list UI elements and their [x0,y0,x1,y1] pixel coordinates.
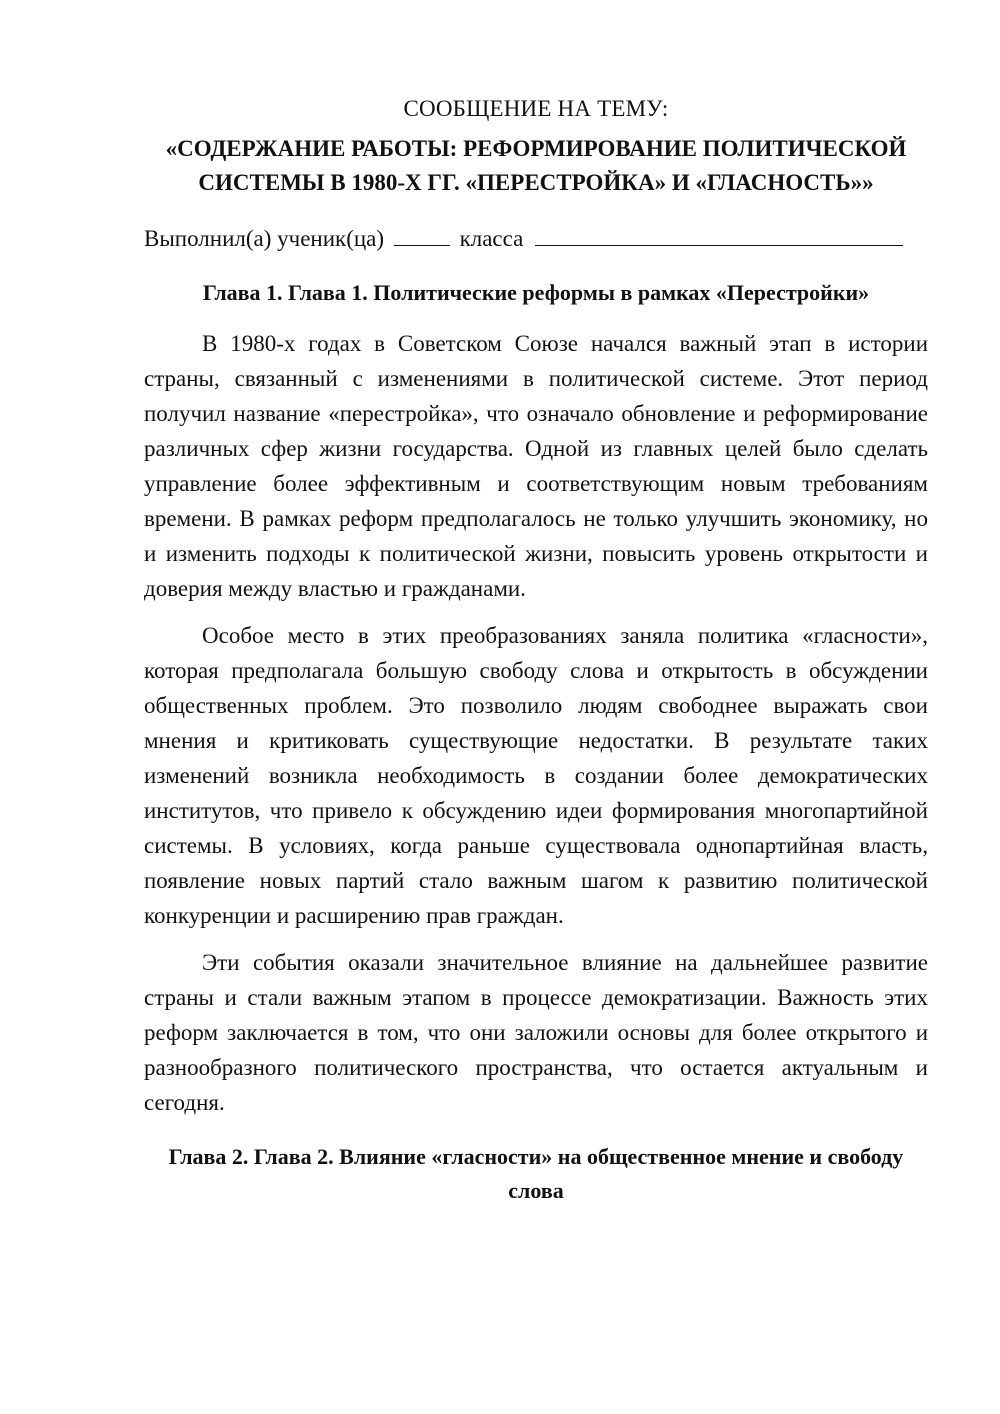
chapter-1-heading: Глава 1. Глава 1. Политические реформы в рамках «Перестройки» [202,280,870,305]
class-label: класса [459,226,524,251]
student-name-blank [535,223,903,246]
topic-line: СООБЩЕНИЕ НА ТЕМУ: [403,96,669,121]
document-page [144,92,928,1224]
signature-line [144,222,928,256]
class-number-blank [394,223,450,246]
chapter-2-heading: Глава 2. Глава 2. Влияние «гласности» на общественное мнение и свободу слова [168,1144,904,1203]
chapter-1-paragraph: В 1980-х годах в Советском Союзе начался важный этап в истории страны, связанный с изменениями в политической системе. Этот период получил название «перестройка», что означало обновление и реформирование различных сфер жизни государства. Одной из главных целей было сделать управление более эффективным и соответствующим новым требованиям времени. В рамках реформ предполагалось не только улучшить экономику, но и изменить подходы к политической жизни, повысить уровень открытости и доверия между властью и гражданами. [144,331,928,601]
performed-by-label: Выполнил(а) ученик(ца) [144,226,385,251]
document-title: «СОДЕРЖАНИЕ РАБОТЫ: РЕФОРМИРОВАНИЕ ПОЛИТИЧЕСКОЙ СИСТЕМЫ В 1980-Х ГГ. «ПЕРЕСТРОЙКА» И «ГЛАСНОСТЬ»» [165,136,907,195]
chapter-1-paragraph: Эти события оказали значительное влияние на дальнейшее развитие страны и стали важным этапом в процессе демократизации. Важность этих реформ заключается в том, что они заложили основы для более открытого и разнообразного политического пространства, что остается актуальным и сегодня. [144,950,928,1115]
chapter-1-paragraph: Особое место в этих преобразованиях заняла политика «гласности», которая предполагала большую свободу слова и открытость в обсуждении общественных проблем. Это позволило людям свободнее выражать свои мнения и критиковать существующие недостатки. В результате таких изменений возникла необходимость в создании более демократических институтов, что привело к обсуждению идеи формирования многопартийной системы. В условиях, когда раньше существовала однопартийная власть, появление новых партий стало важным шагом к развитию политической конкуренции и расширению прав граждан. [144,623,928,928]
